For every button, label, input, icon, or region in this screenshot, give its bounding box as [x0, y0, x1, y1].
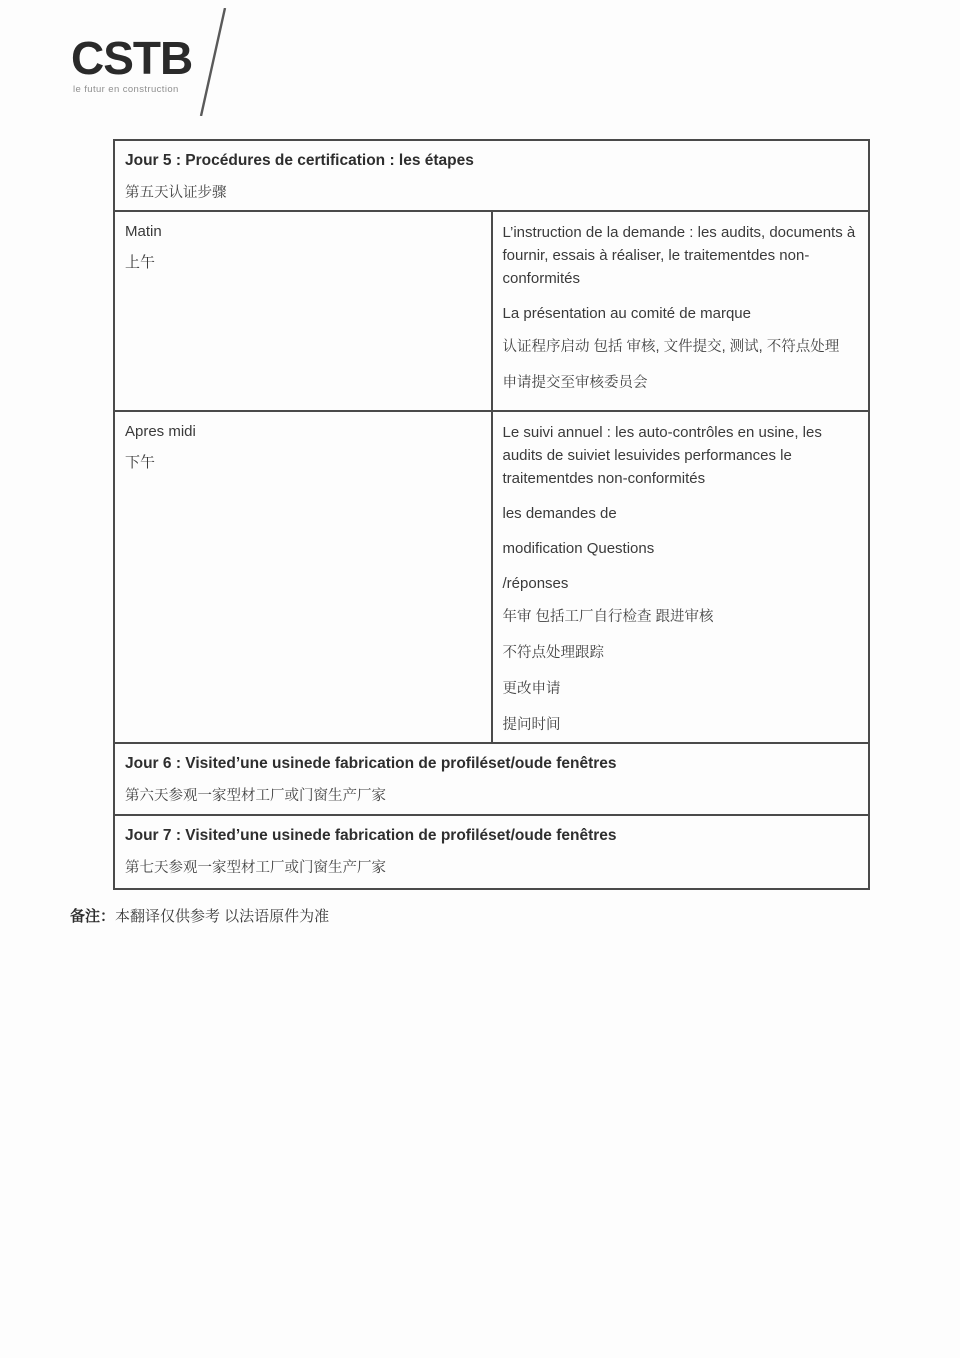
cstb-logo-text: CSTB	[71, 32, 193, 84]
matin-content-cell	[492, 211, 870, 411]
apres-midi-paragraph-1: Le suivi annuel : les auto-contrôles en usine, les audits de suiviet lesuivides performances le traitementdes non-conformités	[502, 424, 822, 487]
matin-label-zh: 上午	[125, 254, 156, 271]
table-row-jour5	[114, 140, 869, 211]
footnote-text: 本翻译仅供参考 以法语原件为准	[115, 908, 330, 925]
apres-midi-paragraph-3: modification Questions	[502, 540, 655, 557]
jour6-title-fr: Jour 6 : Visited’une usinede fabrication de profiléset/oude fenêtres	[125, 755, 617, 772]
jour7-header-cell	[114, 815, 869, 889]
matin-paragraph-1: L’instruction de la demande : les audits, documents à fournir, essais à réaliser, le traitementdes non-conformités	[502, 224, 856, 287]
table-row-matin	[114, 211, 869, 411]
apres-midi-paragraph-4: /réponses	[502, 575, 569, 592]
matin-paragraph-3: 认证程序启动 包括 审核, 文件提交, 测试, 不符点处理	[502, 339, 840, 355]
apres-midi-paragraph-6: 不符点处理跟踪	[502, 645, 604, 661]
matin-paragraph-4: 申请提交至审核委员会	[502, 375, 648, 391]
apres-midi-paragraph-8: 提问时间	[502, 717, 561, 733]
schedule-table	[113, 139, 870, 890]
translation-footnote	[70, 905, 329, 926]
cstb-logo-tagline: le futur en construction	[73, 84, 179, 95]
matin-period-cell	[114, 211, 492, 411]
footnote-label: 备注：	[70, 908, 116, 925]
jour7-title-fr: Jour 7 : Visited’une usinede fabrication de profiléset/oude fenêtres	[125, 827, 617, 844]
jour5-header-cell	[114, 140, 869, 211]
table-row-jour6	[114, 743, 869, 815]
matin-paragraph-2: La présentation au comité de marque	[502, 305, 751, 322]
jour5-title-zh: 第五天认证步骤	[125, 185, 227, 201]
apres-midi-label-fr: Apres midi	[125, 423, 196, 440]
table-row-jour7	[114, 815, 869, 889]
jour6-header-cell	[114, 743, 869, 815]
jour5-title-fr: Jour 5 : Procédures de certification : les étapes	[125, 152, 474, 169]
apres-midi-label-zh: 下午	[125, 454, 156, 471]
jour6-title-zh: 第六天参观一家型材工厂或门窗生产厂家	[125, 788, 386, 804]
apres-midi-period-cell	[114, 411, 492, 743]
matin-label-fr: Matin	[125, 223, 162, 240]
cstb-logo	[71, 34, 301, 144]
logo-slash-icon	[189, 8, 233, 116]
apres-midi-paragraph-7: 更改申请	[502, 681, 561, 697]
apres-midi-paragraph-2: les demandes de	[502, 505, 617, 522]
table-row-apres-midi	[114, 411, 869, 743]
apres-midi-content-cell	[492, 411, 870, 743]
apres-midi-paragraph-5: 年审 包括工厂自行检查 跟进审核	[502, 609, 714, 625]
jour7-title-zh: 第七天参观一家型材工厂或门窗生产厂家	[125, 860, 386, 876]
